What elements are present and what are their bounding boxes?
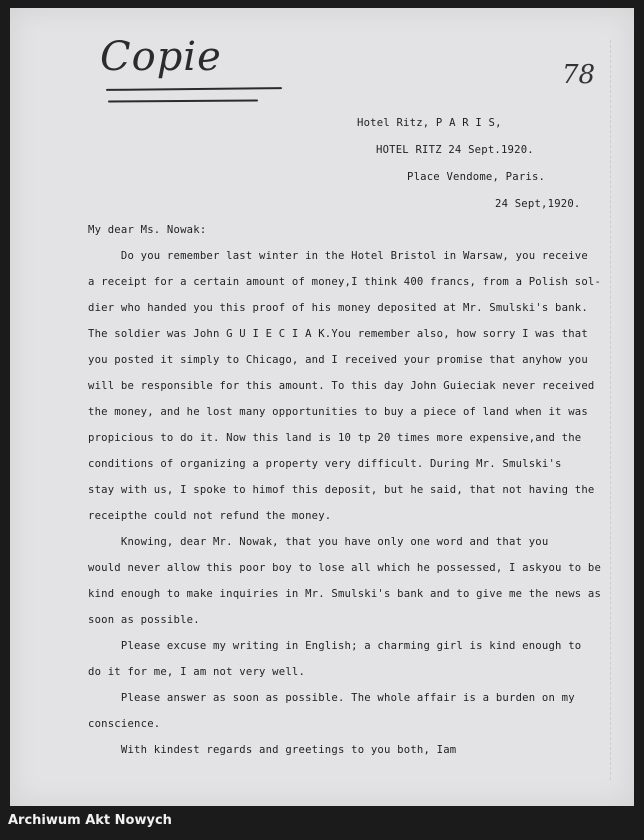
letter-line: would never allow this poor boy to lose all which he possessed, I askyou to be (88, 562, 602, 574)
letter-line: Please answer as soon as possible. The whole affair is a burden on my (88, 692, 575, 704)
letter-line: conditions of organizing a property very difficult. During Mr. Smulski's (88, 458, 562, 470)
letter-line: The soldier was John G U I E C I A K.You remember also, how sorry I was that (88, 328, 588, 340)
letter-line: soon as possible. (88, 614, 200, 626)
header-date-stamp: HOTEL RITZ 24 Sept.1920. (376, 144, 534, 156)
page-edge-marks (610, 40, 617, 780)
letter-line: Do you remember last winter in the Hotel Bristol in Warsaw, you receive (88, 250, 588, 262)
letter-line: propicious to do it. Now this land is 10 tp 20 times more expensive,and the (88, 432, 582, 444)
letter-line: Please excuse my writing in English; a charming girl is kind enough to (88, 640, 582, 652)
letter-line: stay with us, I spoke to himof this deposit, but he said, that not having the (88, 484, 595, 496)
letter-line: a receipt for a certain amount of money,I think 400 francs, from a Polish sol- (88, 276, 602, 288)
letter-line: Knowing, dear Mr. Nowak, that you have only one word and that you (88, 536, 549, 548)
letter-line: dier who handed you this proof of his money deposited at Mr. Smulski's bank. (88, 302, 588, 314)
letter-line: With kindest regards and greetings to you both, Iam (88, 744, 457, 756)
header-date: 24 Sept,1920. (495, 198, 581, 210)
salutation: My dear Ms. Nowak: (88, 224, 207, 236)
header-hotel: Hotel Ritz, P A R I S, (357, 117, 502, 129)
letter-line: receipthe could not refund the money. (88, 510, 332, 522)
archive-name: Archiwum Akt Nowych (8, 813, 172, 828)
letter-line: the money, and he lost many opportunities to buy a piece of land when it was (88, 406, 588, 418)
header-address: Place Vendome, Paris. (407, 171, 546, 183)
letter-line: conscience. (88, 718, 161, 730)
letter-line: you posted it simply to Chicago, and I received your promise that anyhow you (88, 354, 588, 366)
handwritten-annotation: Copie (100, 34, 222, 80)
letter-line: will be responsible for this amount. To this day John Guieciak never received (88, 380, 595, 392)
letter-line: do it for me, I am not very well. (88, 666, 306, 678)
page-number: 78 (562, 60, 596, 90)
letter-line: kind enough to make inquiries in Mr. Smulski's bank and to give me the news as (88, 588, 602, 600)
